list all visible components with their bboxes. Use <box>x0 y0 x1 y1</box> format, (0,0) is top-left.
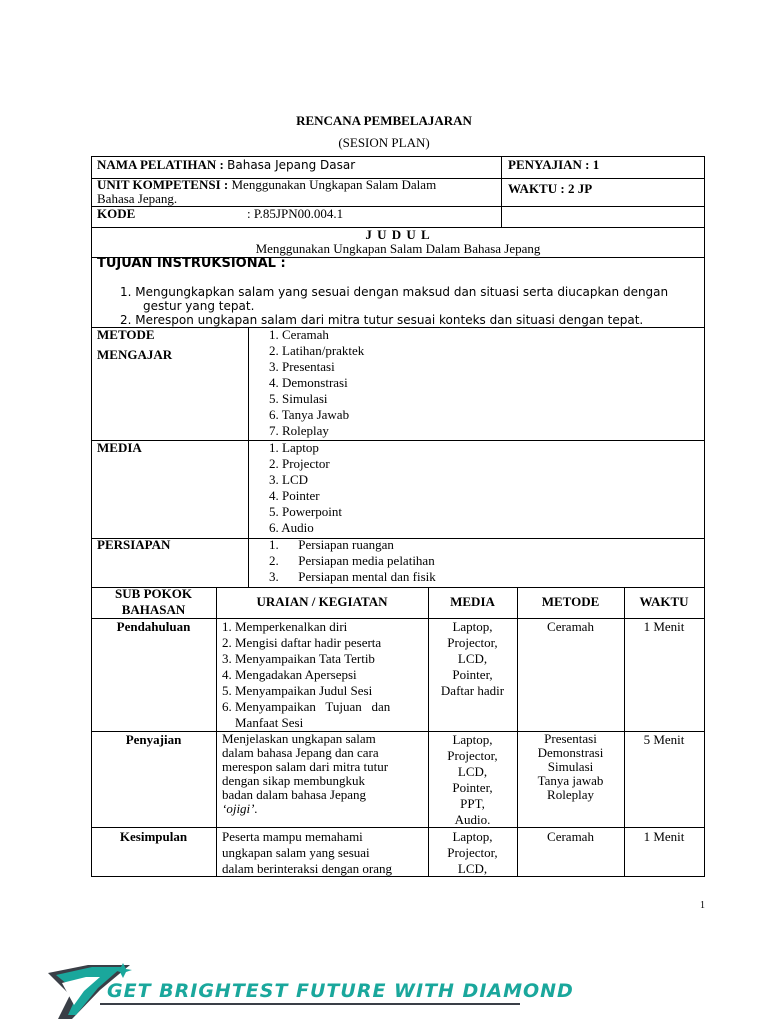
table-border-right <box>704 587 705 877</box>
media-item: 2. Projector <box>269 456 330 471</box>
table-divider <box>248 327 249 588</box>
media-line: Audio. <box>454 812 491 827</box>
judul-value: Menggunakan Ungkapan Salam Dalam Bahasa Jepang <box>255 241 541 256</box>
waktu-cell: 1 Menit <box>643 619 685 634</box>
media-line: LCD, <box>457 651 488 666</box>
media-label: MEDIA <box>97 440 142 455</box>
media-line: Pointer, <box>452 667 493 682</box>
document-subtitle: (SESION PLAN) <box>338 135 430 150</box>
persiapan-label: PERSIAPAN <box>97 537 171 552</box>
metode-item: 2. Latihan/praktek <box>269 343 365 358</box>
metode-item: 3. Presentasi <box>269 359 335 374</box>
media-line: PPT, <box>460 796 485 811</box>
metode-item: 1. Ceramah <box>269 327 329 342</box>
metode-item: 7. Roleplay <box>269 423 329 438</box>
waktu-value: WAKTU : 2 JP <box>508 181 593 196</box>
uraian-line: ungkapan salam yang sesuai <box>222 845 370 860</box>
table-border-left <box>91 156 92 588</box>
page-number: 1 <box>700 900 705 911</box>
uraian-line: 4. Mengadakan Apersepsi <box>222 667 357 682</box>
header-bahasan: BAHASAN <box>121 602 186 617</box>
metode-item: 4. Demonstrasi <box>269 375 348 390</box>
penyajian-value: PENYAJIAN : 1 <box>508 157 600 172</box>
media-line: LCD, <box>457 861 488 876</box>
row-sub-kesimpulan: Kesimpulan <box>119 829 188 844</box>
waktu-cell: 5 Menit <box>643 732 685 747</box>
kode-value: : P.85JPN00.004.1 <box>247 206 344 221</box>
uraian-line: dengan sikap membungkuk <box>222 773 365 788</box>
metode-item: 6. Tanya Jawab <box>269 407 350 422</box>
uraian-line: 5. Menyampaikan Judul Sesi <box>222 683 373 698</box>
judul-label: J U D U L <box>365 227 431 242</box>
table-divider <box>501 156 502 227</box>
uraian-line: merespon salam dari mitra tutur <box>222 759 389 774</box>
nama-pelatihan-value: Bahasa Jepang Dasar <box>227 158 356 172</box>
media-item: 3. LCD <box>269 472 308 487</box>
table-rule <box>91 827 705 828</box>
unit-kompetensi-row <box>97 178 436 192</box>
metode-line: Ceramah <box>547 619 594 634</box>
uraian-line: ‘ojigi’. <box>222 801 258 816</box>
media-line: LCD, <box>457 764 488 779</box>
kode-label: KODE <box>97 206 136 221</box>
persiapan-item: 3. Persiapan mental dan fisik <box>269 569 436 584</box>
document-title: RENCANA PEMBELAJARAN <box>296 113 472 128</box>
uraian-line: 2. Mengisi daftar hadir peserta <box>222 635 382 650</box>
uraian-line: 6. Menyampaikan Tujuan dan <box>222 699 391 714</box>
media-line: Pointer, <box>452 780 493 795</box>
uraian-line: Menjelaskan ungkapan salam <box>222 731 376 746</box>
media-item: 5. Powerpoint <box>269 504 342 519</box>
media-line: Projector, <box>447 845 498 860</box>
tujuan-item-1-cont: gestur yang tepat. <box>143 299 255 313</box>
header-metode: METODE <box>541 594 600 609</box>
media-item: 6. Audio <box>269 520 314 535</box>
metode-line: Tanya jawab <box>537 773 604 788</box>
table-divider <box>216 587 217 877</box>
table-rule <box>91 206 705 207</box>
metode-label: METODE <box>97 327 155 342</box>
header-waktu: WAKTU <box>639 594 689 609</box>
unit-kompetensi-label: UNIT KOMPETENSI : <box>97 177 229 192</box>
media-line: Laptop, <box>452 619 493 634</box>
uraian-line: 1. Memperkenalkan diri <box>222 619 348 634</box>
table-rule <box>91 440 705 441</box>
unit-kompetensi-value-2: Bahasa Jepang. <box>97 191 178 206</box>
uraian-line: dalam bahasa Jepang dan cara <box>222 745 379 760</box>
uraian-line: 3. Menyampaikan Tata Tertib <box>222 651 375 666</box>
media-item: 1. Laptop <box>269 440 319 455</box>
metode-item: 5. Simulasi <box>269 391 328 406</box>
tujuan-item-1: 1. Mengungkapkan salam yang sesuai dengan maksud dan situasi serta diucapkan dengan <box>120 285 669 299</box>
metode-line: Ceramah <box>547 829 594 844</box>
row-sub-penyajian: Penyajian <box>125 732 182 747</box>
header-uraian: URAIAN / KEGIATAN <box>256 594 388 609</box>
metode-line: Demonstrasi <box>537 745 604 760</box>
tujuan-item-2: 2. Merespon ungkapan salam dari mitra tutur sesuai konteks dan situasi dengan tepat. <box>120 313 644 327</box>
uraian-line: Manfaat Sesi <box>222 715 304 730</box>
media-line: Projector, <box>447 748 498 763</box>
table-rule <box>91 876 705 877</box>
tujuan-label: TUJUAN INSTRUKSIONAL : <box>97 256 286 271</box>
header-media: MEDIA <box>450 594 495 609</box>
media-line: Projector, <box>447 635 498 650</box>
metode-label-2: MENGAJAR <box>97 347 173 362</box>
waktu-cell: 1 Menit <box>643 829 685 844</box>
uraian-line: dalam berinteraksi dengan orang <box>222 861 393 876</box>
media-line: Laptop, <box>452 732 493 747</box>
uraian-line: badan dalam bahasa Jepang <box>222 787 367 802</box>
row-sub-pendahuluan: Pendahuluan <box>116 619 191 634</box>
table-rule <box>91 538 705 539</box>
media-line: Daftar hadir <box>440 683 505 698</box>
metode-line: Simulasi <box>547 759 594 774</box>
table-border-right <box>704 156 705 588</box>
header-sub-pokok: SUB POKOK <box>115 586 192 601</box>
persiapan-item: 1. Persiapan ruangan <box>269 537 394 552</box>
nama-pelatihan-row <box>97 157 355 173</box>
media-line: Laptop, <box>452 829 493 844</box>
metode-line: Presentasi <box>544 731 597 746</box>
footer-slogan: GET BRIGHTEST FUTURE WITH DIAMOND <box>107 980 574 1002</box>
media-item: 4. Pointer <box>269 488 320 503</box>
persiapan-item: 2. Persiapan media pelatihan <box>269 553 435 568</box>
metode-line: Roleplay <box>547 787 594 802</box>
unit-kompetensi-value-1: Menggunakan Ungkapan Salam Dalam <box>231 177 437 192</box>
uraian-line: Peserta mampu memahami <box>222 829 363 844</box>
nama-pelatihan-label: NAMA PELATIHAN : <box>97 157 224 172</box>
